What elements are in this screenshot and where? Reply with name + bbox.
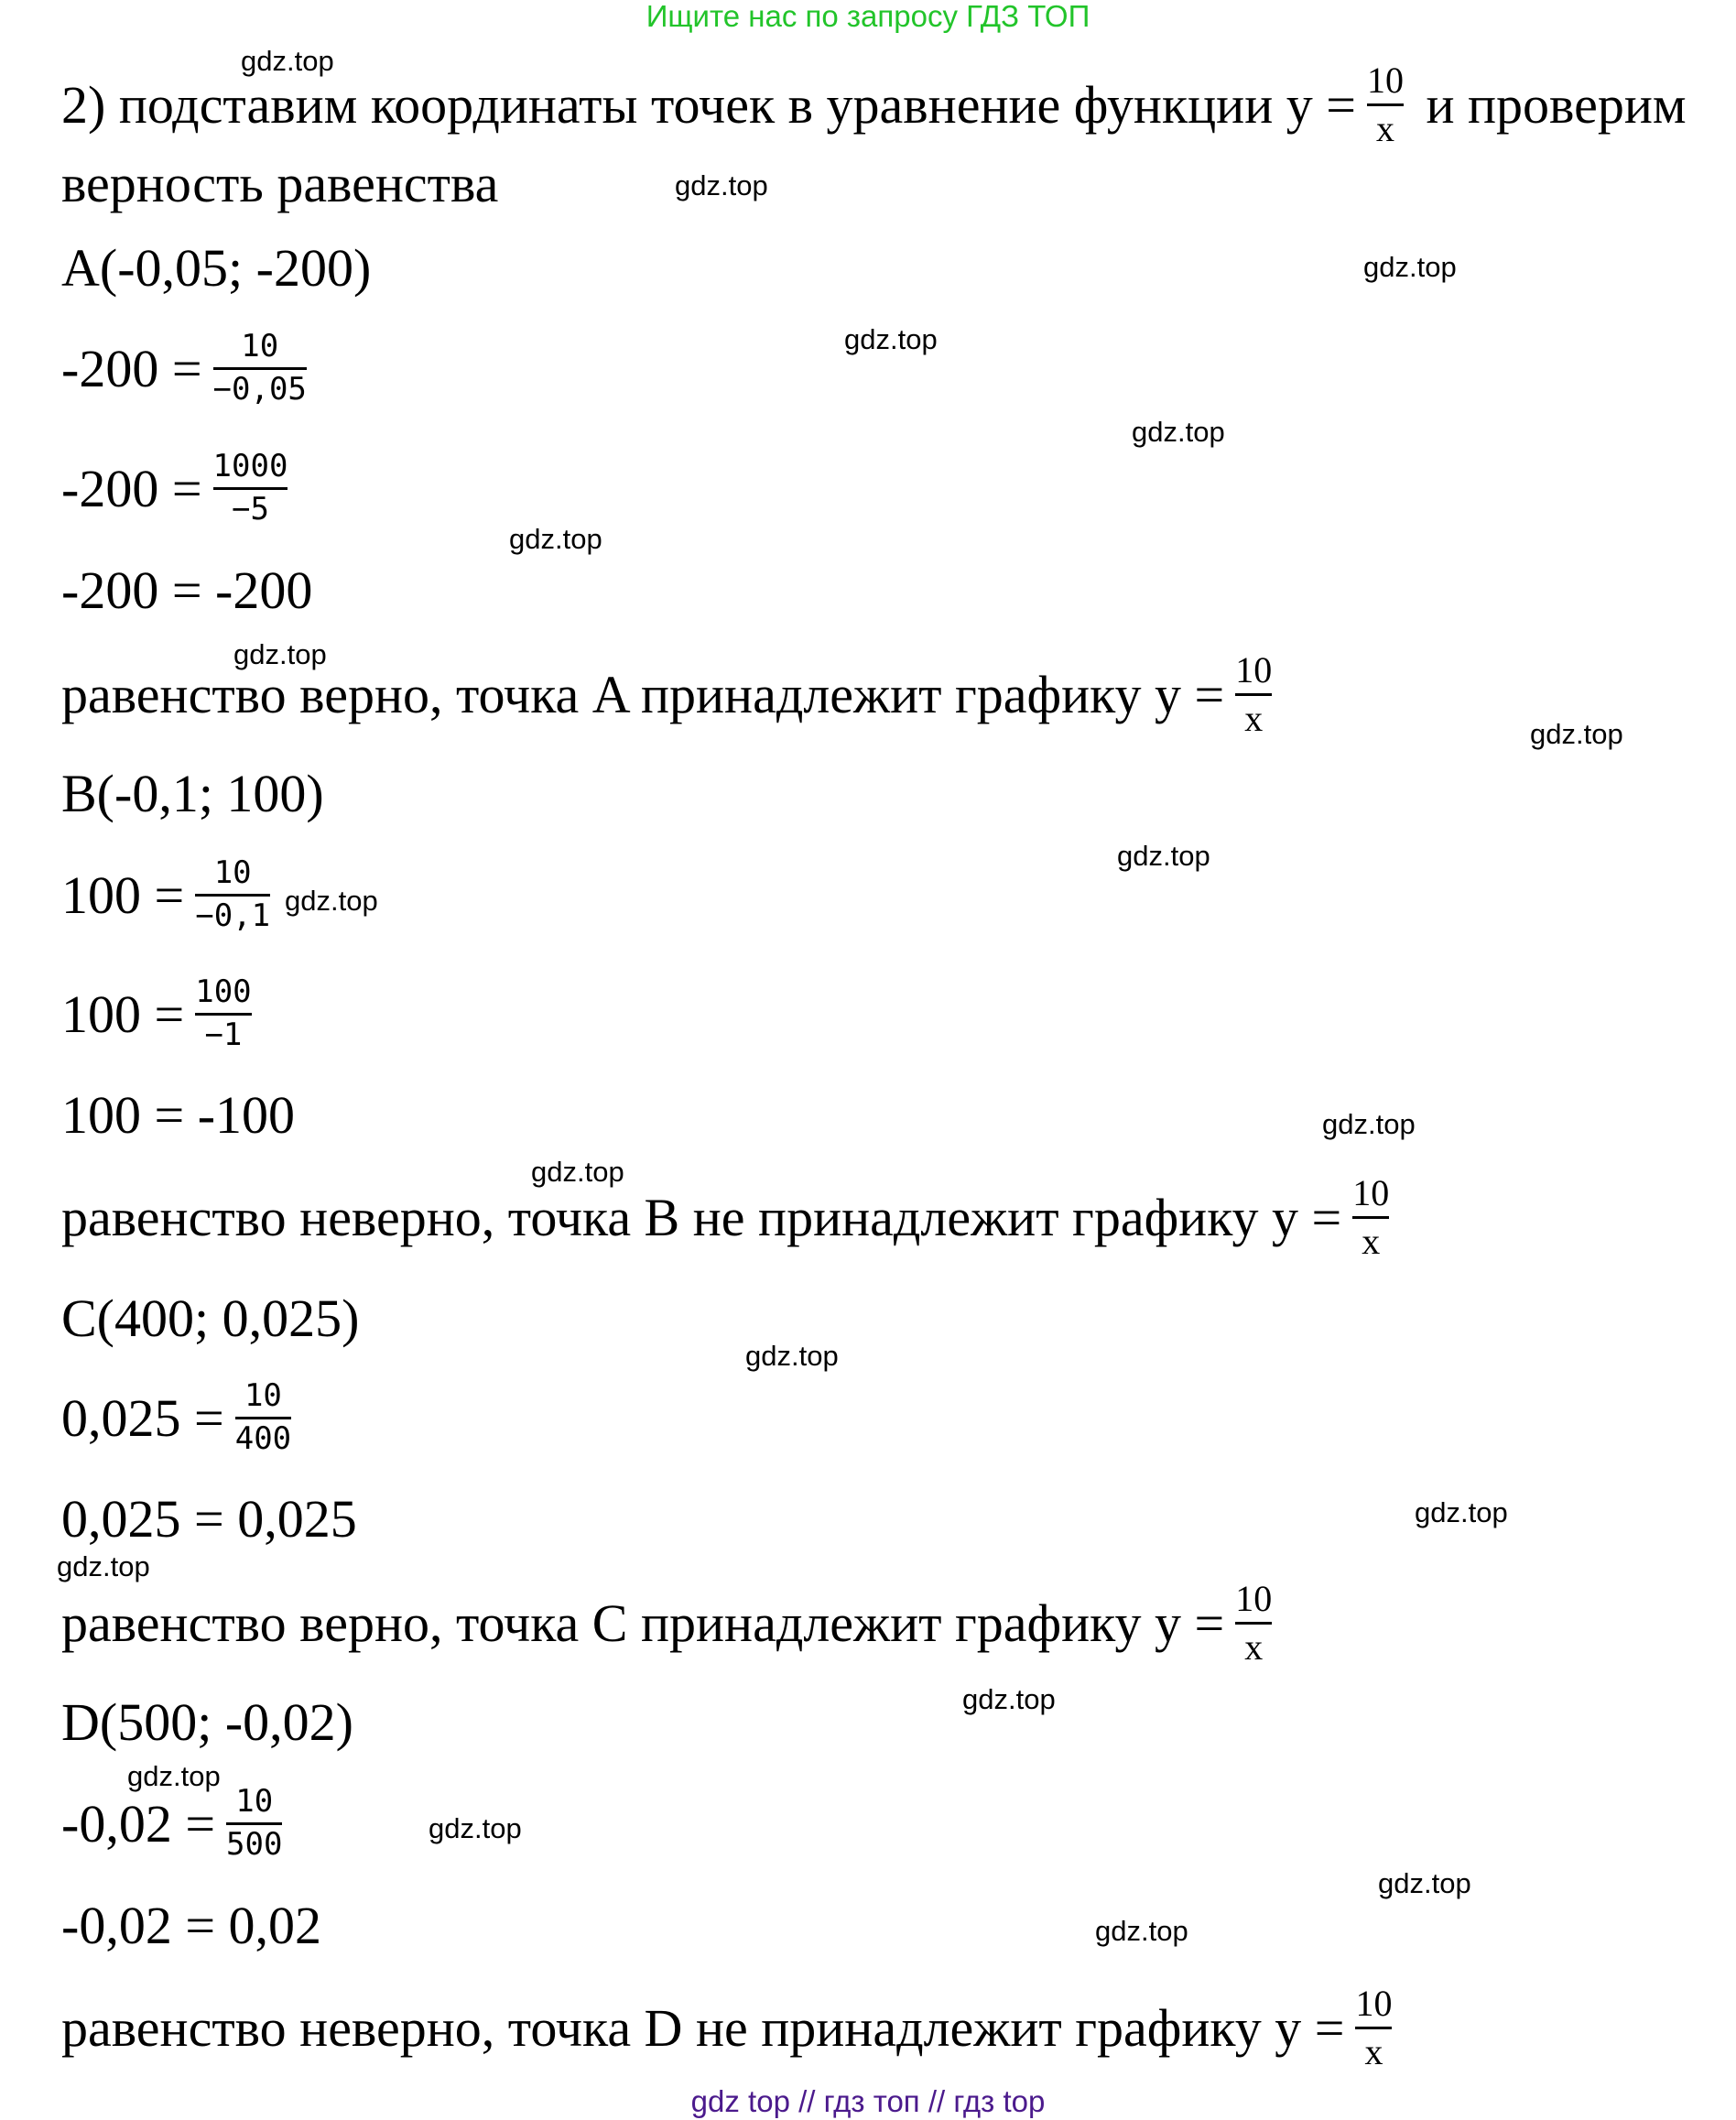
fraction-numerator: 1000	[212, 448, 288, 485]
fraction	[1355, 1983, 1392, 2073]
fraction-denominator: x	[1244, 1625, 1264, 1668]
watermark: gdz.top	[233, 638, 327, 670]
fraction-denominator: x	[1364, 2030, 1383, 2072]
watermark: gdz.top	[1415, 1496, 1508, 1528]
watermark: gdz.top	[509, 523, 602, 555]
solution-line	[61, 142, 498, 224]
watermark: gdz.top	[241, 45, 334, 77]
watermark: gdz.top	[57, 1550, 150, 1582]
fraction-numerator: 10	[1235, 648, 1273, 690]
fraction-denominator: 400	[234, 1419, 292, 1457]
line-text: -0,02 =	[61, 1793, 216, 1854]
fraction-denominator: −1	[204, 1016, 243, 1053]
fraction-numerator: 10	[235, 1783, 274, 1821]
fraction	[1235, 649, 1272, 740]
fraction-numerator: 10	[1235, 1577, 1273, 1619]
solution-line	[61, 447, 297, 529]
watermark: gdz.top	[1117, 840, 1210, 872]
fraction-numerator: 10	[1352, 1171, 1390, 1213]
fraction	[1367, 60, 1404, 150]
fraction-denominator: −5	[232, 490, 269, 527]
watermark: gdz.top	[285, 885, 378, 917]
watermark: gdz.top	[429, 1812, 522, 1844]
solution-line	[61, 1073, 295, 1156]
watermark: gdz.top	[531, 1156, 624, 1188]
watermark: gdz.top	[1378, 1867, 1471, 1899]
footer-watermark: gdz top // гдз топ // гдз top	[690, 2084, 1046, 2118]
line-text: A(-0,05; -200)	[61, 237, 372, 298]
fraction	[195, 855, 270, 933]
line-text: равенство неверно, точка D не принадлежит графику y =	[61, 1997, 1345, 2058]
fraction-numerator: 10	[213, 854, 252, 892]
fraction-denominator: 500	[226, 1825, 283, 1863]
line-text: 100 =	[61, 984, 185, 1044]
solution-line	[61, 853, 279, 936]
line-text: -200 = -200	[61, 560, 313, 620]
fraction-bar	[226, 1822, 282, 1825]
fraction	[235, 1378, 291, 1456]
solution-line	[61, 1577, 1281, 1668]
fraction-bar	[1352, 1216, 1389, 1219]
line-text: равенство верно, точка C принадлежит графику y =	[61, 1593, 1225, 1653]
fraction-numerator: 10	[1355, 1982, 1393, 2024]
line-text-tail: и проверим	[1412, 74, 1687, 135]
solution-line	[61, 752, 324, 834]
solution-line	[61, 226, 371, 309]
fraction-denominator: x	[1244, 697, 1264, 739]
line-text: равенство неверно, точка B не принадлежит графику y =	[61, 1187, 1342, 1247]
solution-line	[61, 1884, 321, 1966]
solution-line	[61, 1477, 357, 1560]
watermark: gdz.top	[1132, 416, 1225, 448]
watermark: gdz.top	[844, 323, 938, 355]
line-text: 100 = -100	[61, 1084, 296, 1145]
watermark: gdz.top	[1322, 1108, 1416, 1140]
line-text: 0,025 =	[61, 1387, 224, 1448]
fraction-denominator: −0,1	[195, 897, 271, 934]
line-text: C(400; 0,025)	[61, 1288, 360, 1348]
fraction	[213, 449, 288, 527]
watermark: gdz.top	[1363, 251, 1457, 283]
fraction-bar	[213, 367, 307, 370]
solution-line	[61, 1782, 291, 1865]
watermark: gdz.top	[1095, 1915, 1188, 1947]
solution-line	[61, 327, 316, 409]
fraction-bar	[1235, 1622, 1272, 1625]
line-text: 2) подставим координаты точек в уравнение функции y =	[61, 74, 1356, 135]
fraction-denominator: x	[1362, 1220, 1381, 1262]
fraction-numerator: 100	[195, 973, 252, 1011]
solution-line	[61, 973, 261, 1055]
solution-line	[61, 1376, 300, 1459]
fraction-bar	[1355, 2027, 1392, 2029]
watermark: gdz.top	[745, 1340, 839, 1372]
fraction	[226, 1784, 282, 1862]
fraction-numerator: 10	[1366, 59, 1404, 101]
watermark: gdz.top	[962, 1683, 1056, 1715]
fraction-denominator: x	[1375, 107, 1394, 149]
search-hint-header: Ищите нас по запросу ГДЗ ТОП	[646, 0, 1090, 33]
fraction	[1352, 1172, 1389, 1263]
fraction-bar	[235, 1417, 291, 1419]
watermark: gdz.top	[675, 169, 768, 201]
solution-line	[61, 549, 312, 631]
line-text: 100 =	[61, 864, 185, 925]
fraction-bar	[1235, 693, 1272, 696]
solution-line	[61, 1680, 353, 1763]
fraction	[1235, 1578, 1272, 1669]
solution-line	[61, 1982, 1401, 2072]
line-text: -0,02 = 0,02	[61, 1895, 322, 1955]
fraction-bar	[195, 894, 270, 897]
fraction-numerator: 10	[241, 328, 279, 365]
line-text: D(500; -0,02)	[61, 1691, 353, 1752]
solution-line	[61, 1277, 359, 1359]
line-text: 0,025 = 0,025	[61, 1488, 357, 1549]
fraction	[195, 974, 251, 1052]
watermark: gdz.top	[1530, 718, 1623, 750]
line-text: равенство верно, точка A принадлежит графику y =	[61, 664, 1225, 724]
line-text: -200 =	[61, 458, 202, 518]
line-text: -200 =	[61, 338, 202, 398]
line-text: B(-0,1; 100)	[61, 763, 324, 823]
line-text: верность равенства	[61, 153, 499, 213]
fraction-bar	[195, 1013, 251, 1016]
fraction-denominator: −0,05	[212, 370, 307, 408]
watermark: gdz.top	[127, 1760, 221, 1792]
fraction-bar	[1367, 103, 1404, 106]
fraction	[213, 329, 307, 407]
fraction-bar	[213, 487, 288, 490]
fraction-numerator: 10	[244, 1377, 282, 1415]
